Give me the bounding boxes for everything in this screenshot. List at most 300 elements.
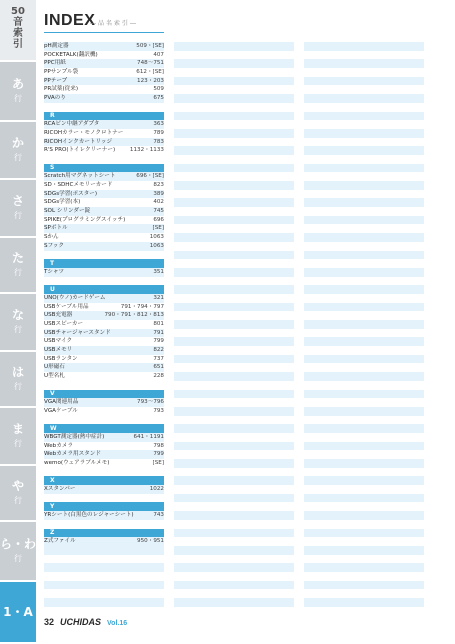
blank-row <box>174 476 294 485</box>
blank-row <box>304 433 424 442</box>
entry-name: USBランタン <box>44 355 78 362</box>
section-header: Y <box>44 502 164 511</box>
entry-name: SDGs学習(本) <box>44 199 81 206</box>
entry-pages: 1132・1133 <box>129 147 164 154</box>
entry-name: RICOHカラー・モノクロトナー <box>44 129 124 136</box>
entry-name: RICOHインクカートリッジ <box>44 138 113 145</box>
blank-row <box>174 459 294 468</box>
blank-row <box>304 520 424 529</box>
blank-row <box>304 285 424 294</box>
blank-row <box>304 390 424 399</box>
tab-ha-gyo[interactable] <box>0 352 36 408</box>
entry-name: USBマイク <box>44 338 73 345</box>
blank-row <box>174 251 294 260</box>
blank-row <box>174 268 294 277</box>
entry-pages: 801 <box>153 321 164 327</box>
index-entry <box>44 77 164 86</box>
blank-row <box>304 572 424 581</box>
blank-row <box>174 355 294 364</box>
blank-row <box>304 311 424 320</box>
blank-row <box>304 77 424 86</box>
blank-row <box>304 103 424 112</box>
index-entry <box>44 242 164 251</box>
tab-label: や <box>11 479 24 493</box>
blank-row <box>174 42 294 51</box>
blank-row <box>304 589 424 598</box>
index-entry <box>44 337 164 346</box>
blank-row <box>174 511 294 520</box>
index-entry <box>44 216 164 225</box>
tab-row-label: 行 <box>14 153 22 162</box>
blank-row <box>304 329 424 338</box>
blank-row <box>304 259 424 268</box>
index-entry <box>44 537 164 546</box>
blank-row <box>304 146 424 155</box>
entry-pages: 791・794・797 <box>120 303 164 310</box>
blank-row <box>174 468 294 477</box>
entry-pages: 793〜796 <box>137 399 164 406</box>
section-gap <box>44 277 164 286</box>
blank-row <box>304 407 424 416</box>
blank-row <box>304 120 424 129</box>
heading-char: 50 <box>11 6 25 17</box>
index-entry <box>44 485 164 494</box>
blank-row <box>304 563 424 572</box>
blank-row <box>304 494 424 503</box>
blank-row <box>304 355 424 364</box>
entry-pages: 1063 <box>149 242 164 249</box>
blank-row <box>174 94 294 103</box>
section-header: S <box>44 164 164 173</box>
tab-ka-gyo[interactable] <box>0 122 36 180</box>
tab-ya-gyo[interactable] <box>0 466 36 522</box>
entry-pages: 363 <box>153 121 164 128</box>
entry-name: SOL シリンダー錠 <box>44 208 91 215</box>
index-entry <box>44 207 164 216</box>
entry-name: VGAケーブル <box>44 407 78 414</box>
page-footer <box>44 617 127 627</box>
tab-ma-gyo[interactable] <box>0 408 36 466</box>
index-entry <box>44 398 164 407</box>
entry-pages: 696 <box>153 216 164 223</box>
entry-name: SD・SDHCメモリーカード <box>44 182 113 188</box>
tab-ta-gyo[interactable] <box>0 238 36 294</box>
entry-pages: 822 <box>153 347 164 354</box>
blank-row <box>174 224 294 233</box>
blank-row <box>174 537 294 546</box>
tab-label: か <box>11 136 24 150</box>
blank-row <box>174 485 294 494</box>
entry-pages: 737 <box>153 355 164 362</box>
entry-name: USBチャージャースタンド <box>44 329 111 336</box>
section-header: T <box>44 259 164 268</box>
tab-sa-gyo[interactable] <box>0 180 36 238</box>
blank-row <box>304 398 424 407</box>
entry-name: POCKETALK(翻訳機) <box>44 51 98 58</box>
tab-row-label: 行 <box>14 554 22 563</box>
blank-row <box>304 320 424 329</box>
blank-row <box>44 546 164 555</box>
heading-char: 音 <box>13 17 23 28</box>
tab-ra-wa-gyo[interactable] <box>0 522 36 582</box>
entry-pages: 748〜751 <box>137 60 164 67</box>
blank-row <box>174 77 294 86</box>
entry-pages: [SE] <box>152 225 164 232</box>
page-title: INDEX <box>44 12 96 29</box>
blank-row <box>174 407 294 416</box>
index-entry <box>44 233 164 242</box>
blank-row <box>304 363 424 372</box>
blank-row <box>174 181 294 190</box>
section-gap <box>44 468 164 477</box>
index-entry <box>44 303 164 312</box>
blank-row <box>174 277 294 286</box>
entry-pages: 696・[SE] <box>136 173 164 180</box>
fifty-sound-index-label <box>0 0 36 60</box>
tab-row-label: 行 <box>14 439 22 448</box>
entry-name: U形磁石 <box>44 364 65 371</box>
entry-name: SDGs学習(ポスター) <box>44 190 98 197</box>
entry-pages: 950・951 <box>137 538 164 545</box>
blank-row <box>174 416 294 425</box>
entry-pages: 1063 <box>149 234 164 241</box>
blank-row <box>174 589 294 598</box>
entry-pages: [SE] <box>152 460 164 466</box>
entry-pages: 799 <box>153 451 164 458</box>
blank-row <box>174 520 294 529</box>
tab-row-label: 行 <box>14 325 22 334</box>
blank-row <box>304 138 424 147</box>
blank-row <box>174 572 294 581</box>
blank-row <box>304 68 424 77</box>
blank-row <box>174 51 294 60</box>
blank-row <box>174 207 294 216</box>
blank-row <box>174 598 294 607</box>
index-entry <box>44 129 164 138</box>
entry-pages: 351 <box>153 268 164 275</box>
blank-row <box>304 112 424 121</box>
index-entry <box>44 85 164 94</box>
blank-row <box>174 433 294 442</box>
blank-row <box>174 442 294 451</box>
blank-row <box>304 242 424 251</box>
blank-row <box>304 442 424 451</box>
blank-row <box>304 94 424 103</box>
entry-name: USBスピーカー <box>44 321 84 327</box>
blank-row <box>304 42 424 51</box>
tab-row-label: 行 <box>14 382 22 391</box>
index-entry <box>44 120 164 129</box>
entry-pages: 1022 <box>149 486 164 493</box>
blank-row <box>174 103 294 112</box>
entry-pages: 798 <box>153 442 164 449</box>
index-entry <box>44 320 164 329</box>
blank-row <box>304 476 424 485</box>
blank-row <box>304 537 424 546</box>
index-entry <box>44 294 164 303</box>
entry-name: Sかん <box>44 234 59 241</box>
entry-pages: 675 <box>153 95 164 102</box>
blank-row <box>174 233 294 242</box>
index-entry <box>44 450 164 459</box>
blank-row <box>304 468 424 477</box>
blank-row <box>174 190 294 199</box>
blank-row <box>174 59 294 68</box>
heading-char: 索 <box>13 28 23 39</box>
index-entry <box>44 346 164 355</box>
section-header: V <box>44 390 164 399</box>
index-entry <box>44 94 164 103</box>
index-entry <box>44 42 164 51</box>
entry-name: RCAピン中継アダプタ <box>44 121 100 128</box>
blank-row <box>174 563 294 572</box>
blank-row <box>174 450 294 459</box>
entry-pages: 389 <box>153 190 164 197</box>
entry-name: SPIKE(プログラミングスイッチ) <box>44 216 126 223</box>
index-entry <box>44 329 164 338</box>
blank-row <box>304 337 424 346</box>
blank-row <box>44 598 164 607</box>
index-entry <box>44 198 164 207</box>
section-gap <box>44 155 164 164</box>
tab-number-alpha[interactable] <box>0 582 36 644</box>
blank-row <box>174 494 294 503</box>
entry-name: U型名札 <box>44 373 65 380</box>
heading-char: 引 <box>13 39 23 50</box>
blank-row <box>174 85 294 94</box>
entry-pages: 612・[SE] <box>136 69 164 76</box>
blank-row <box>304 581 424 590</box>
blank-row <box>174 311 294 320</box>
entry-pages: 321 <box>153 294 164 301</box>
blank-row <box>304 372 424 381</box>
blank-row <box>44 555 164 564</box>
blank-row <box>174 129 294 138</box>
blank-row <box>44 563 164 572</box>
index-entry <box>44 146 164 155</box>
tab-a-gyo[interactable] <box>0 62 36 122</box>
section-header: W <box>44 424 164 433</box>
entry-name: UNO(ウノ)カードゲーム <box>44 294 106 301</box>
index-entry <box>44 407 164 416</box>
blank-row <box>304 181 424 190</box>
entry-name: USB充電器 <box>44 312 73 319</box>
entry-name: Webカメラ用スタンド <box>44 451 101 458</box>
blank-row <box>304 485 424 494</box>
blank-row <box>304 502 424 511</box>
blank-row <box>304 85 424 94</box>
section-header: R <box>44 112 164 121</box>
blank-row <box>174 546 294 555</box>
blank-row <box>304 294 424 303</box>
blank-row <box>304 450 424 459</box>
blank-row <box>174 398 294 407</box>
blank-row <box>174 303 294 312</box>
entry-pages: 793 <box>153 407 164 414</box>
blank-row <box>174 390 294 399</box>
entry-pages: 641・1191 <box>133 433 164 440</box>
blank-row <box>44 581 164 590</box>
blank-row <box>304 607 424 616</box>
tab-label: な <box>11 308 24 322</box>
blank-row <box>174 529 294 538</box>
index-entry <box>44 59 164 68</box>
blank-row <box>174 337 294 346</box>
tab-label: 1・A <box>3 604 33 619</box>
entry-name: WBGT測定器(熱中症計) <box>44 433 105 440</box>
index-entry <box>44 172 164 181</box>
index-column-2 <box>174 42 294 615</box>
section-header: Z <box>44 529 164 538</box>
entry-pages: 743 <box>153 512 164 519</box>
entry-name: PPサンプル袋 <box>44 69 79 76</box>
blank-row <box>304 207 424 216</box>
entry-name: PPテープ <box>44 77 68 84</box>
blank-row <box>304 416 424 425</box>
blank-row <box>304 172 424 181</box>
index-entry <box>44 372 164 381</box>
blank-row <box>174 607 294 616</box>
blank-row <box>304 529 424 538</box>
blank-row <box>304 555 424 564</box>
blank-row <box>174 294 294 303</box>
blank-row <box>174 259 294 268</box>
index-entry <box>44 138 164 147</box>
entry-name: PPC用紙 <box>44 60 66 67</box>
catalog-brand: UCHIDAS <box>60 617 102 627</box>
entry-name: SPボトル <box>44 225 68 232</box>
blank-row <box>304 268 424 277</box>
section-gap <box>44 103 164 112</box>
tab-label: た <box>11 251 24 265</box>
tab-label: あ <box>11 77 24 91</box>
entry-pages: 790・791・812・813 <box>104 312 164 319</box>
entry-pages: 789 <box>153 129 164 136</box>
blank-row <box>304 155 424 164</box>
blank-row <box>174 285 294 294</box>
index-entry <box>44 68 164 77</box>
tab-row-label: 行 <box>14 94 22 103</box>
entry-name: PVAのり <box>44 95 66 102</box>
index-entry <box>44 51 164 60</box>
entry-name: VGA関連用品 <box>44 399 79 406</box>
entry-name: Z式ファイル <box>44 538 76 545</box>
blank-row <box>174 138 294 147</box>
blank-row <box>304 129 424 138</box>
tab-row-label: 行 <box>14 211 22 220</box>
index-entry <box>44 355 164 364</box>
section-header: U <box>44 285 164 294</box>
blank-row <box>304 381 424 390</box>
index-column-3 <box>304 42 424 615</box>
blank-row <box>174 346 294 355</box>
blank-row <box>44 607 164 616</box>
tab-row-label: 行 <box>14 496 22 505</box>
entry-name: Tシャツ <box>44 268 65 275</box>
tab-row-label: 行 <box>14 268 22 277</box>
entry-pages: 509・[SE] <box>136 43 164 49</box>
section-gap <box>44 381 164 390</box>
entry-name: Scratch用マグネットシート <box>44 173 116 180</box>
blank-row <box>174 216 294 225</box>
entry-name: Webカメラ <box>44 442 73 449</box>
entry-pages: 402 <box>153 199 164 206</box>
index-entry <box>44 442 164 451</box>
blank-row <box>174 320 294 329</box>
entry-pages: 228 <box>153 373 164 380</box>
entry-name: YRシート(白黒色のレジャーシート) <box>44 512 134 519</box>
blank-row <box>174 68 294 77</box>
entry-pages: 123・203 <box>137 77 164 84</box>
index-entry <box>44 181 164 190</box>
tab-label: ま <box>11 422 24 436</box>
blank-row <box>304 233 424 242</box>
entry-pages: 745 <box>153 208 164 215</box>
entry-name: USBメモリ <box>44 347 73 354</box>
entry-name: Sフック <box>44 242 64 249</box>
index-column-1 <box>44 42 164 615</box>
blank-row <box>174 155 294 164</box>
blank-row <box>304 51 424 60</box>
entry-name: pH測定器 <box>44 43 69 49</box>
blank-row <box>174 172 294 181</box>
blank-row <box>304 277 424 286</box>
blank-row <box>174 146 294 155</box>
blank-row <box>174 502 294 511</box>
entry-pages: 651 <box>153 364 164 371</box>
blank-row <box>304 598 424 607</box>
index-entry <box>44 311 164 320</box>
kana-sidebar <box>0 0 36 644</box>
index-entry <box>44 224 164 233</box>
index-entry <box>44 511 164 520</box>
tab-label: ら・わ <box>0 537 37 551</box>
tab-label: は <box>11 365 24 379</box>
tab-na-gyo[interactable] <box>0 294 36 352</box>
blank-row <box>174 198 294 207</box>
entry-name: wemo(ウェアラブルメモ) <box>44 460 110 466</box>
index-entry <box>44 190 164 199</box>
section-gap <box>44 251 164 260</box>
entry-pages: 407 <box>153 51 164 58</box>
section-gap <box>44 494 164 503</box>
blank-row <box>304 546 424 555</box>
index-entry <box>44 268 164 277</box>
page-subtitle: ―品名索引― <box>90 20 139 27</box>
tab-label: さ <box>11 194 24 208</box>
blank-row <box>304 424 424 433</box>
blank-row <box>174 581 294 590</box>
blank-row <box>304 216 424 225</box>
entry-pages: 783 <box>153 138 164 145</box>
blank-row <box>174 329 294 338</box>
blank-row <box>174 372 294 381</box>
section-header: X <box>44 476 164 485</box>
blank-row <box>304 164 424 173</box>
entry-pages: 509 <box>153 86 164 93</box>
blank-row <box>304 251 424 260</box>
blank-row <box>304 190 424 199</box>
index-entry <box>44 433 164 442</box>
blank-row <box>174 120 294 129</box>
blank-row <box>174 363 294 372</box>
entry-pages: 791 <box>153 329 164 336</box>
entry-name: R'S PRO(トイレクリーナー) <box>44 147 116 154</box>
blank-row <box>304 459 424 468</box>
blank-row <box>304 303 424 312</box>
catalog-volume: Vol.16 <box>107 620 128 627</box>
blank-row <box>304 346 424 355</box>
